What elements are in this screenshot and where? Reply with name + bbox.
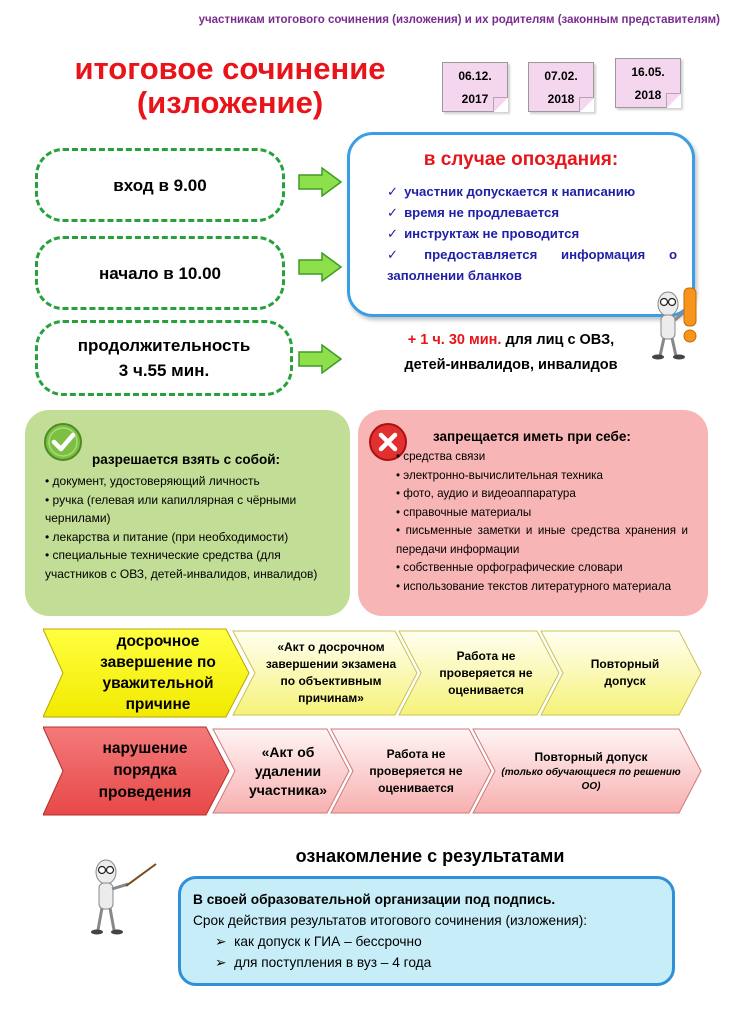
start-time-text: начало в 10.00: [98, 263, 222, 283]
late-item: ✓ участник допускается к написанию: [387, 184, 636, 199]
late-item: ✓ инструктаж не проводится: [387, 226, 580, 241]
allowed-items-box: [25, 410, 350, 616]
page-title: [30, 52, 430, 120]
checkmark-icon: ✓: [387, 184, 399, 199]
list-item: • ручка (гелевая или капиллярная с чёрными чернилами): [45, 492, 297, 525]
duration-pill: [35, 320, 293, 396]
arrow-bullet-icon: ➢: [215, 955, 227, 970]
checkmark-icon: ✓: [387, 205, 399, 220]
early-finish-retake: Повторный допуск: [590, 657, 660, 688]
results-item: ➢ для поступления в вуз – 4 года: [215, 955, 432, 970]
early-finish-label: досрочное завершение по уважительной причине: [100, 633, 216, 713]
early-finish-row: [43, 628, 703, 718]
date-note-day: 06.12.: [458, 69, 492, 83]
start-time-pill: [35, 236, 285, 310]
date-note-year: 2018: [634, 88, 662, 102]
forbidden-items-box: [358, 410, 708, 616]
arrow-right-icon: [298, 252, 342, 282]
list-item: • средства связи: [396, 450, 486, 463]
duration-label: продолжительность: [77, 336, 251, 355]
results-line-1: В своей образовательной организации под подпись.: [193, 892, 556, 907]
duration-value: 3 ч.55 мин.: [118, 361, 210, 380]
list-item: • использование текстов литературного материала: [396, 579, 672, 593]
audience-line: участникам итогового сочинения (изложения) и их родителям (законным представителям): [198, 14, 720, 26]
late-arrival-box: [347, 132, 695, 317]
robot-pointer-icon: [88, 856, 160, 942]
violation-label: нарушение порядка проведения: [98, 740, 192, 801]
date-note-day: 07.02.: [544, 69, 578, 83]
list-item: • специальные технические средства (для участников с ОВЗ, детей-инвалидов, инвалидов): [45, 548, 318, 581]
check-circle-icon: [43, 422, 83, 462]
violation-retake-note: (только обучающиеся по решению ОО): [501, 767, 681, 792]
late-arrival-title: в случае опоздания:: [423, 149, 619, 170]
forbidden-title: запрещается иметь при себе:: [433, 429, 631, 444]
violation-work: Работа не проверяется не оценивается: [369, 746, 463, 795]
early-finish-work: Работа не проверяется не оценивается: [439, 648, 533, 697]
extra-time-text-2: детей-инвалидов, инвалидов: [404, 357, 618, 373]
list-item: • электронно-вычислительная техника: [396, 468, 603, 482]
list-item: • письменные заметки и иные средства хранения и передачи информации: [396, 524, 688, 556]
results-item: ➢ как допуск к ГИА – бессрочно: [215, 934, 422, 949]
results-line-2: Срок действия результатов итогового сочинения (изложения):: [193, 913, 588, 928]
date-note-year: 2017: [461, 92, 489, 106]
arrow-bullet-icon: ➢: [215, 934, 227, 949]
allowed-title: разрешается взять с собой:: [92, 452, 280, 467]
extra-time-amount: + 1 ч. 30 мин.: [407, 332, 502, 348]
date-note-3: [615, 58, 681, 108]
list-item: • собственные орфографические словари: [396, 561, 623, 574]
violation-retake-title: Повторный допуск: [534, 750, 648, 764]
extra-time-note: [376, 328, 646, 378]
forbidden-list: [396, 448, 688, 596]
arrow-right-icon: [298, 167, 342, 197]
date-note-2: [528, 62, 594, 112]
date-note-year: 2018: [547, 92, 575, 106]
results-box: [178, 876, 675, 986]
results-title: ознакомление с результатами: [295, 846, 565, 866]
checkmark-icon: ✓: [387, 247, 419, 262]
list-item: • документ, удостоверяющий личность: [45, 474, 260, 488]
late-item: ✓ время не продлевается: [387, 205, 560, 220]
date-note-1: [442, 62, 508, 112]
violation-act: «Акт об удалении участника»: [249, 743, 327, 798]
date-note-day: 16.05.: [631, 65, 665, 79]
robot-exclamation-icon: [648, 280, 704, 362]
checkmark-icon: ✓: [387, 226, 399, 241]
list-item: • справочные материалы: [396, 505, 532, 519]
violation-retake: [501, 730, 681, 812]
entry-time-pill: [35, 148, 285, 222]
arrow-right-icon: [298, 344, 342, 374]
extra-time-text: для лиц с ОВЗ,: [501, 332, 615, 348]
list-item: • лекарства и питание (при необходимости): [45, 529, 289, 544]
title-line-1: итоговое сочинение: [74, 51, 386, 86]
violation-row: [43, 726, 703, 816]
list-item: • фото, аудио и видеоаппаратура: [396, 487, 576, 500]
late-item: ✓ предоставляется информация о заполнении бланков: [387, 247, 677, 283]
title-line-2: (изложение): [136, 85, 324, 120]
late-arrival-list: [387, 181, 677, 286]
early-finish-act: «Акт о досрочном завершении экзамена по объективным причинам»: [265, 640, 397, 705]
allowed-list: [45, 472, 345, 583]
entry-time-text: вход в 9.00: [113, 175, 207, 195]
